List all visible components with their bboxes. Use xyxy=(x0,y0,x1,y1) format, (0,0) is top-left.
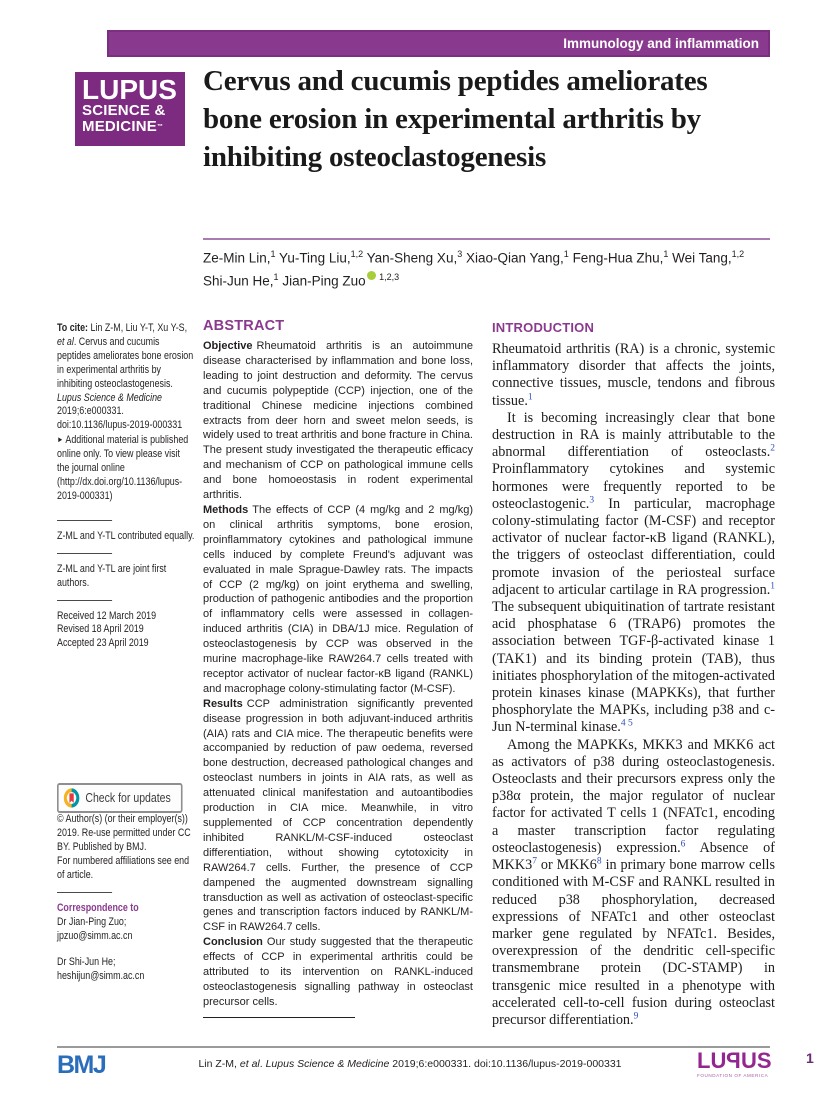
copyright-note: © Author(s) (or their employer(s)) 2019. Re-use permitted under CC BY. Published by BMJ. xyxy=(57,813,191,854)
abstract-conclusion-label: Conclusion xyxy=(203,936,263,949)
footer-citation: Lin Z-M, et al. Lupus Science & Medicine 2019;6:e000331. doi:10.1136/lupus-2019-000331 xyxy=(198,1058,622,1070)
sidebar-divider xyxy=(57,520,112,521)
sidebar-divider xyxy=(57,553,112,554)
crossmark-icon xyxy=(63,788,79,808)
correspondence-heading: Correspondence to xyxy=(57,901,139,914)
received-date: Received 12 March 2019 xyxy=(57,609,157,622)
contributed-equally-note: Z-ML and Y-TL contributed equally. xyxy=(57,529,195,542)
to-cite-label: To cite: xyxy=(57,322,91,334)
journal-logo-line2: SCIENCE & xyxy=(82,102,166,119)
abstract-objective-label: Objective xyxy=(203,340,253,352)
lupus-foundation-subline: FOUNDATION OF AMERICA xyxy=(697,1073,769,1078)
left-sidebar xyxy=(57,322,195,984)
introduction-paragraph: Rheumatoid arthritis (RA) is a chronic, systemic inflammatory disorder that affects the joints, connective tissues, muscle, tendons and fibrous tissue.$^1$ xyxy=(492,341,775,409)
accepted-date: Accepted 23 April 2019 xyxy=(57,637,149,650)
check-for-updates-label: Check for updates xyxy=(85,790,171,806)
lupus-foundation-wordmark: LUPUS xyxy=(697,1048,772,1073)
journal-logo-line1: LUPUS xyxy=(82,74,177,105)
introduction-section xyxy=(492,320,775,1029)
author-divider-rule xyxy=(203,238,770,240)
topic-banner-label: Immunology and inflammation xyxy=(563,36,759,51)
abstract-results-label: Results xyxy=(203,697,243,710)
correspondence-entry: Dr Jian-Ping Zuo; jpzuo@simm.ac.cn xyxy=(57,915,133,942)
abstract-conclusion: Conclusion Our study suggested that the therapeutic effects of CCP in experimental arthritis could be attributed to its intervention on RANKL-induced osteoclastogenesis signalling pathway in osteoclast precursor cells. xyxy=(203,936,473,1008)
orcid-icon[interactable] xyxy=(367,271,376,280)
bmj-logo: BMJ xyxy=(57,1051,106,1079)
lupus-foundation-logo xyxy=(697,1050,772,1079)
trademark-symbol: ™ xyxy=(156,124,164,130)
journal-logo xyxy=(75,72,185,146)
abstract-heading: ABSTRACT xyxy=(203,318,285,334)
sidebar-divider xyxy=(57,892,112,893)
email-link[interactable]: jpzuo@simm.ac.cn xyxy=(57,929,133,942)
author-byline: Ze-Min Lin,$^1$ Yu-Ting Liu,$^{1,2}$ Yan-Sheng Xu,$^3$ Xiao-Qian Yang,$^1$ Feng-Hua Zhu,$^1$ Wei Tang,$^{1,2}$ Shi-Jun He,$^1$ Jian-Ping Zuo $^{1,2,3}$ xyxy=(203,249,745,288)
abstract-methods: Methods The effects of CCP (4 mg/kg and 2 mg/kg) on clinical arthritis symptoms, bone erosion, proinflammatory cytokines and pathological immune cells induced by complete Freund's adjuvant was evaluated in male Sprague-Dawley rats. The impacts of CCP (2 mg/kg) on joint erythema and swelling, production of pathogenic antibodies and the proportion of inflammatory cells were assessed in collagen-induced arthritis (CIA) in DBA/1J mice. Regulation of osteoclastogenesis by CCP was observed in the murine macrophage-like RAW264.7 cells treated with receptor activator of nuclear factor-κB ligand (RANKL) and macrophage colony-stimulating factor (M-CSF). xyxy=(203,503,473,695)
introduction-paragraph: It is becoming increasingly clear that bone destruction in RA is mainly attributable to the abnormal differentiation of osteoclasts.$^2$ Proinflammatory cytokines and systemic hormones were frequently reported to be osteoclastogenic.$^3$ In particular, macrophage colony-stimulating factor (M-CSF) and receptor activator of nuclear factor-κB ligand (RANKL), the triggers of osteoclast differentiation, could promote invasion of the periosteal surface adjacent to articular cartilage in RA progression.$^1$ The subsequent ubiquitination of tartrate resistant acid phosphatase 6 (TRAP6) promotes the association between TGF-β-activated kinase 1 (TAK1) and its binding protein (TAB), thus initiates phosphorylation of the mitogen-activated protein kinases kinase (MAPKKs), that further phosphorylate the MAPKs, including p38 and c-Jun N-terminal kinase.$^{4 5}$ xyxy=(492,409,775,736)
page-number: 1 xyxy=(806,1050,814,1066)
sidebar-divider xyxy=(57,600,112,601)
affiliations-note: For numbered affiliations see end of article. xyxy=(57,854,190,881)
topic-banner xyxy=(107,30,770,57)
correspondence-entry: Dr Shi-Jun He; heshijun@simm.ac.cn xyxy=(57,956,145,983)
abstract-end-rule xyxy=(203,1017,355,1018)
abstract-objective: Objective Rheumatoid arthritis is an autoimmune disease characterised by inflammation and bone loss, leading to joint destruction and deformity. The cervus and cucumis polypeptide (CCP) injection, one of the traditional Chinese medicine injections combined extracts from deer horn and sweet melon seeds, is widely used to treat arthritis and bone fracture in China. The present study investigated the therapeutic efficacy and mechanism of CCP on pathological immune cells and bone homoeostasis in rodent experimental arthritis. xyxy=(203,340,473,502)
abstract-methods-label: Methods xyxy=(203,503,249,516)
footer-rule xyxy=(57,1046,770,1048)
introduction-paragraph: Among the MAPKKs, MKK3 and MKK6 act as activators of p38 during osteoclastogenesis. Osteoclasts and their precursors express only the p38α protein, the major regulator of nuclear factor for activated T cells 1 (NFATc1, encoding a master transcription factor regulating osteoclastogenesis) expression.$^6$ Absence of $MKK3^7$ or $MKK6^8$ in primary bone marrow cells conditioned with M-CSF and RANKL resulted in reduced p38 phosphorylation, decreased expressions of NFATc1 and other osteoclast marker gene regulated by NFATc1. Besides, overexpression of the dendritic cell-specific transmembrane protein (DC-STAMP) in transgenic mice resulted in a phenotype with accelerated cell-to-cell fusion during osteoclast precursor differentiation.$^9$ xyxy=(492,736,775,1028)
abstract-section xyxy=(203,318,473,1018)
journal-logo-line3: MEDICINE™ xyxy=(82,118,164,135)
introduction-heading: INTRODUCTION xyxy=(492,320,595,335)
abstract-results: Results CCP administration significantly prevented disease progression in both adjuvant-induced arthritis (AIA) rats and CIA mice. The therapeutic benefits were accompanied by reduction of paw oedema, reversed bone destruction, decreased pathological changes and osteoclast numbers in joints in AIA rats, as well as attenuated clinical manifestation and autoantibodies production in CIA mice. Meanwhile, in vitro supplemented of CCP concentration dependently inhibited RANKL/M-CSF-induced osteoclast differentiation, without showing cytotoxicity in RAW264.7 cells. Further, the presence of CCP dampened the augmented downstream signalling transduction as well as activation of osteoclast-specific genes and transcription factors induced by RANKL/M-CSF in RAW264.7 cells. xyxy=(203,697,473,934)
email-link[interactable]: heshijun@simm.ac.cn xyxy=(57,970,145,983)
additional-material-note: ► Additional material is published online only. To view please visit the journal online (http://dx.doi.org/10.1136/lupus-2019-000331) xyxy=(57,434,189,502)
article-title: Cervus and cucumis peptides ameliorates bone erosion in experimental arthritis by inhibiting osteoclastogenesis xyxy=(203,65,708,173)
joint-first-authors-note: Z-ML and Y-TL are joint first authors. xyxy=(57,562,167,589)
revised-date: Revised 18 April 2019 xyxy=(57,623,144,636)
arrow-icon: ► xyxy=(57,435,64,445)
check-for-updates-button[interactable] xyxy=(57,783,182,813)
to-cite-note: To cite: Lin Z-M, Liu Y-T, Xu Y-S, et al. Cervus and cucumis peptides ameliorates bone erosion in experimental arthritis by inhibiting osteoclastogenesis. Lupus Science & Medicine 2019;6:e000331. doi:10.1136/lupus-2019-000331 xyxy=(57,322,194,432)
